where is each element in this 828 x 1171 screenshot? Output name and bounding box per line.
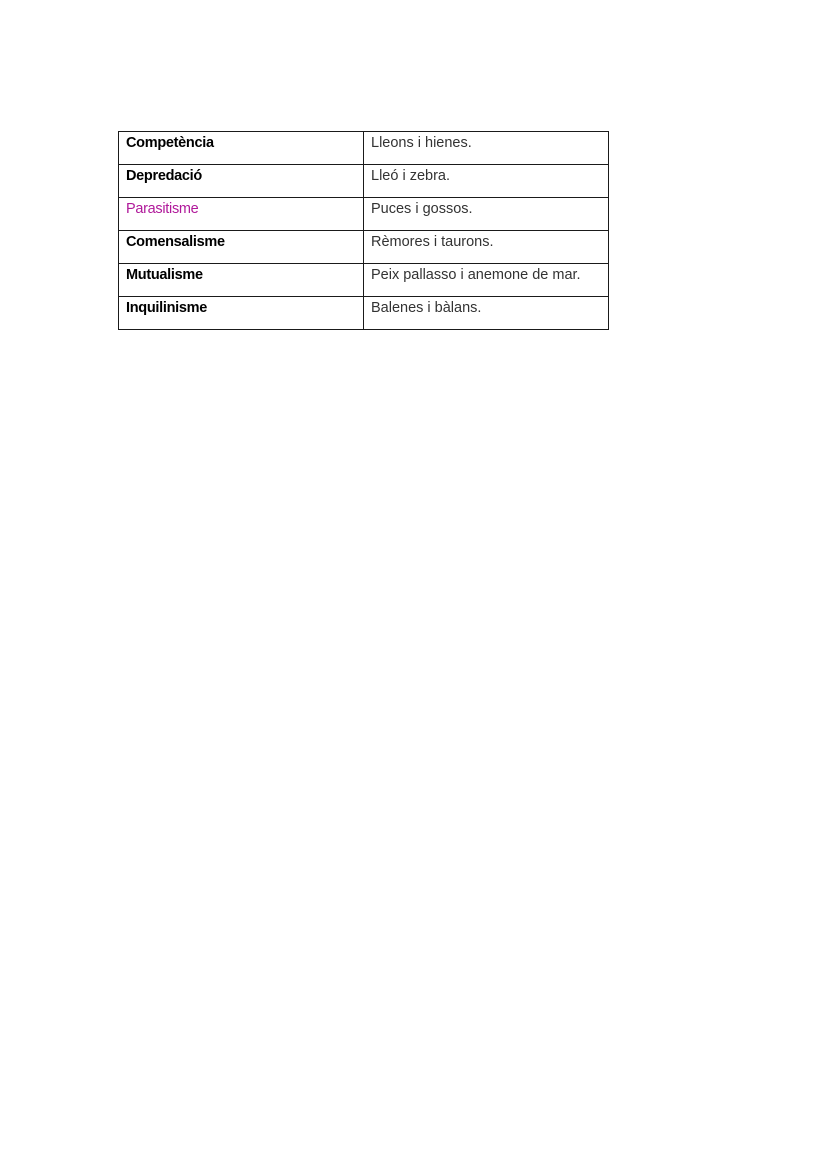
- relation-example: Puces i gossos.: [364, 198, 609, 231]
- relation-example: Lleons i hienes.: [364, 132, 609, 165]
- relation-example: Lleó i zebra.: [364, 165, 609, 198]
- ecological-relations-table: [118, 131, 609, 330]
- relation-example: Peix pallasso i anemone de mar.: [364, 264, 609, 297]
- table-row: [119, 132, 609, 165]
- relation-term: Depredació: [119, 165, 364, 198]
- relation-term: Inquilinisme: [119, 297, 364, 330]
- relation-term: Comensalisme: [119, 231, 364, 264]
- relation-example: Rèmores i taurons.: [364, 231, 609, 264]
- table-row: [119, 198, 609, 231]
- relation-term-highlighted: Parasitisme: [119, 198, 364, 231]
- table-row: [119, 297, 609, 330]
- relation-term: Competència: [119, 132, 364, 165]
- table-row: [119, 165, 609, 198]
- relation-example: Balenes i bàlans.: [364, 297, 609, 330]
- table-row: [119, 264, 609, 297]
- table-row: [119, 231, 609, 264]
- relation-term: Mutualisme: [119, 264, 364, 297]
